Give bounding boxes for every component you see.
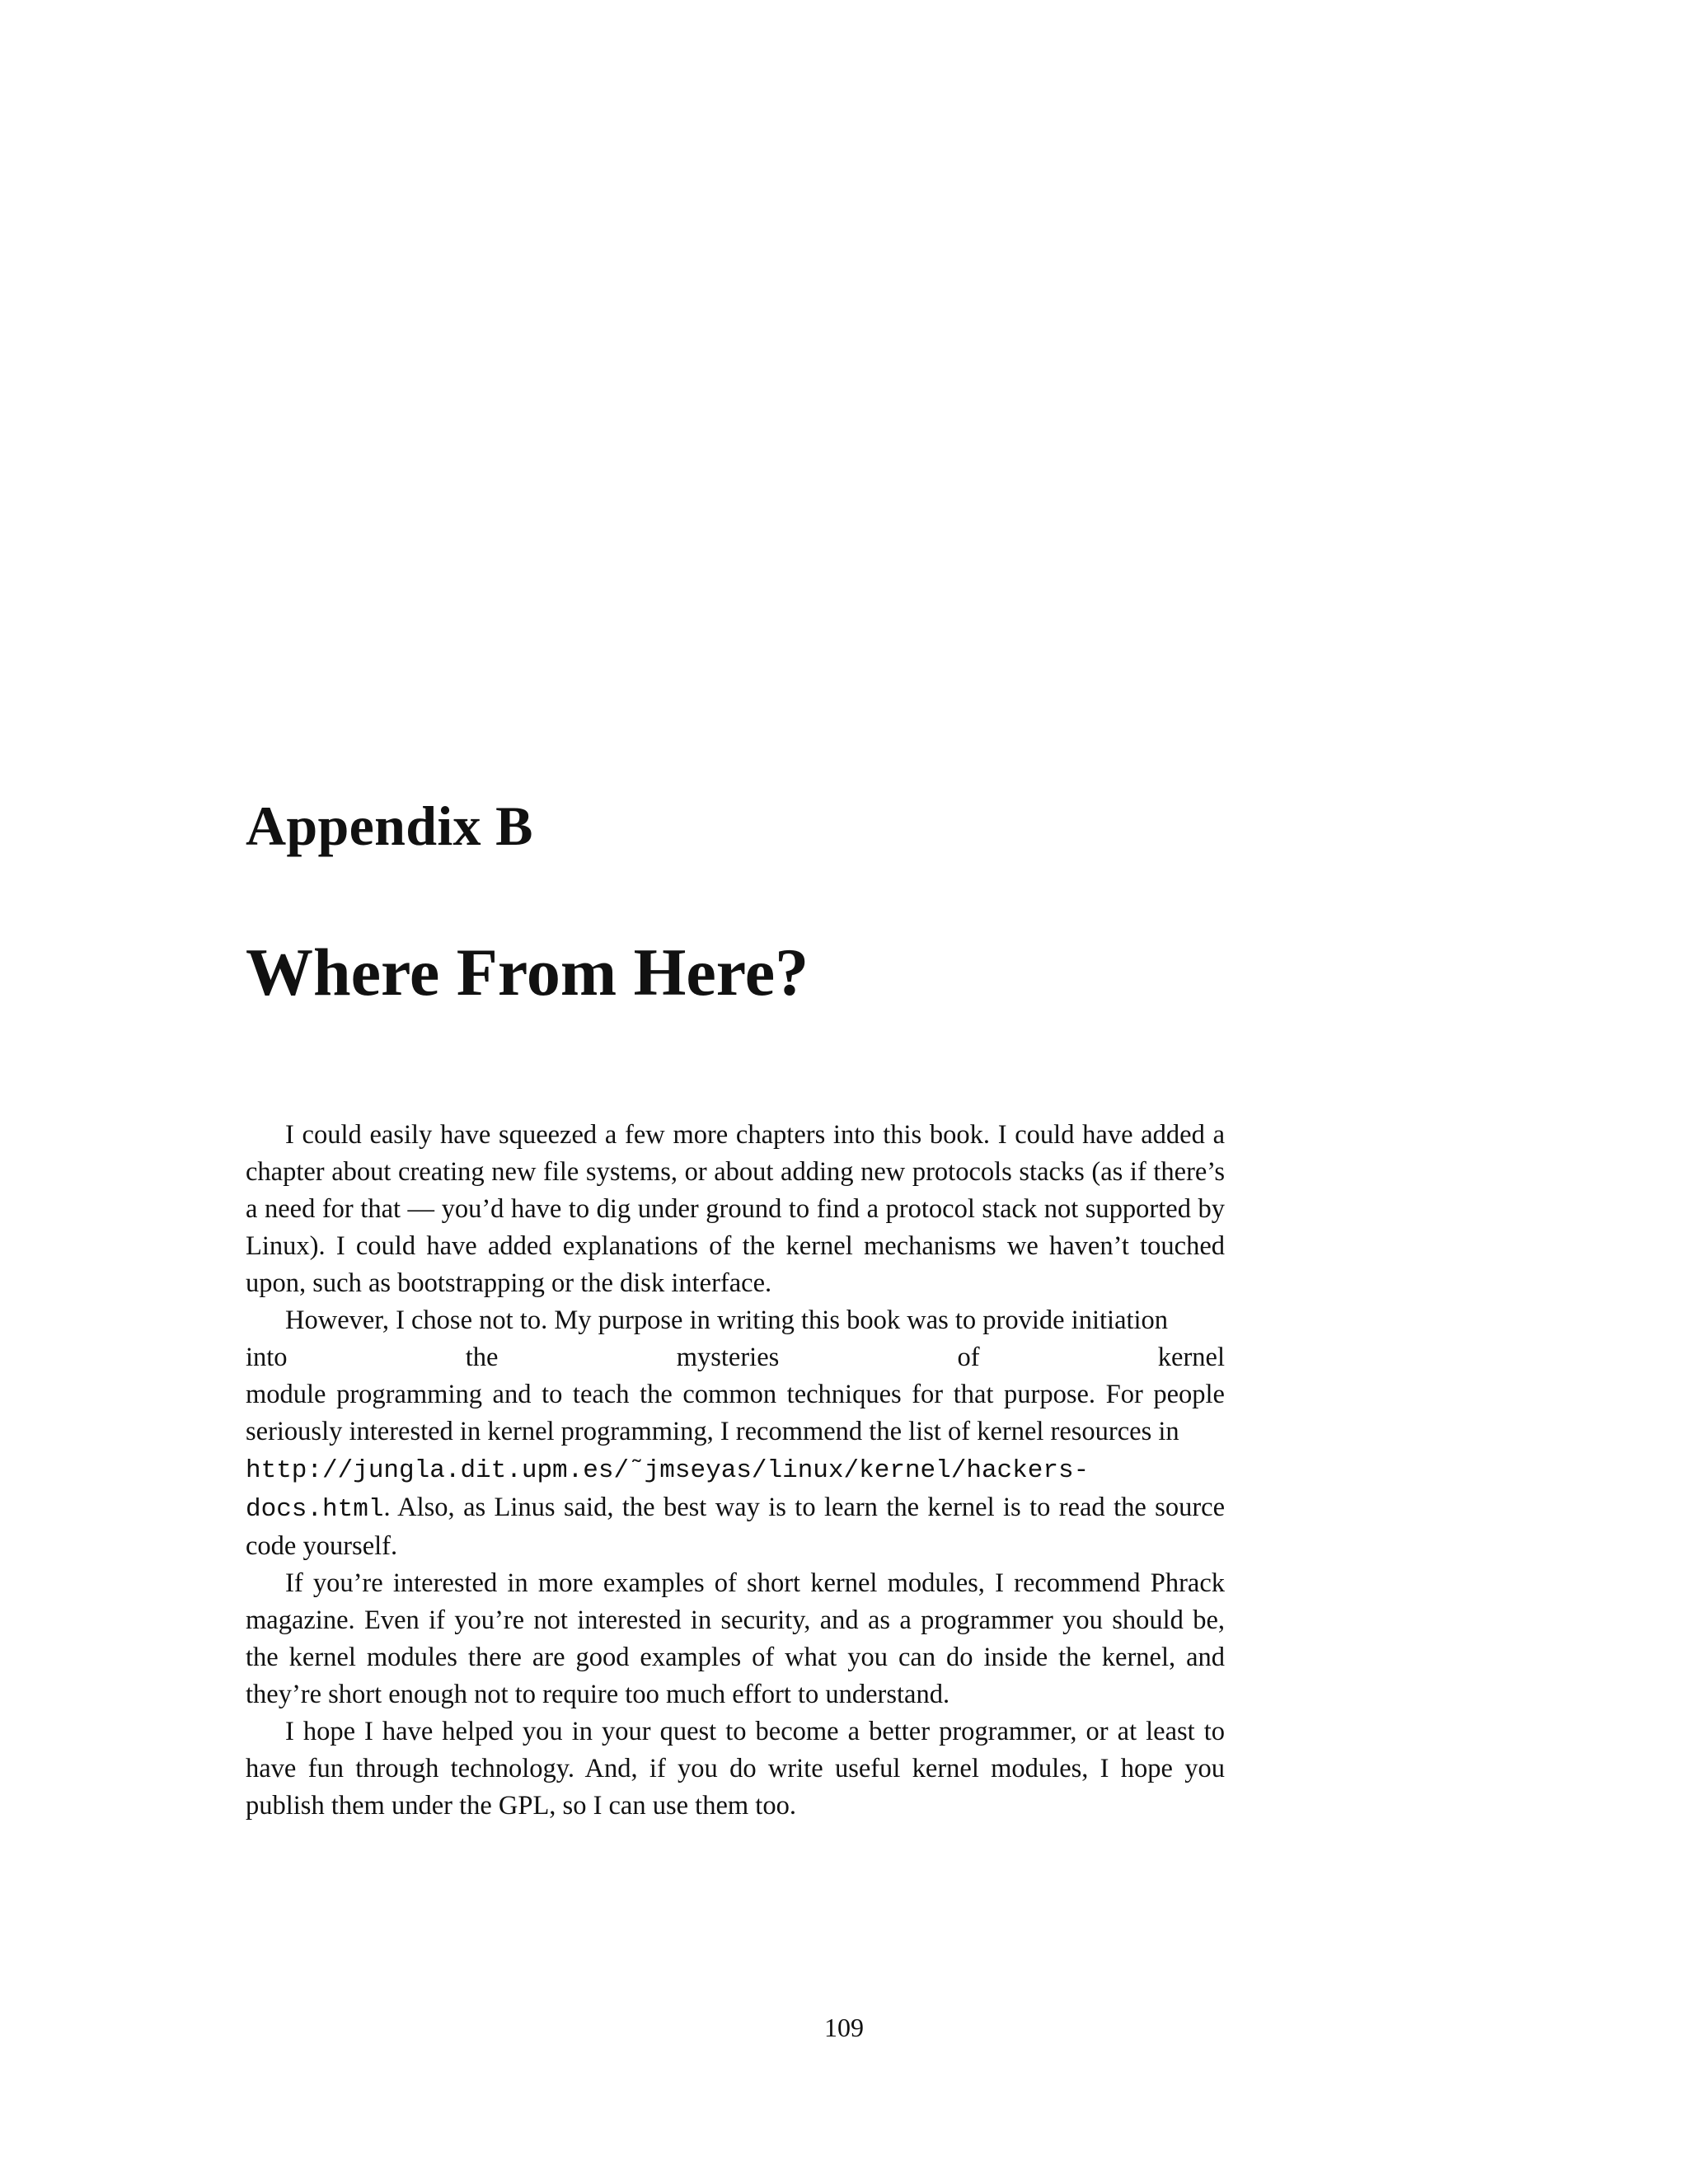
spread-word: mysteries (676, 1343, 780, 1372)
paragraph-2 (246, 1302, 1225, 1565)
paragraph-2-start: However, I chose not to. My purpose in writing this book was to provide initiation (285, 1305, 1169, 1335)
spread-word: of (957, 1343, 980, 1372)
spread-word: kernel (1157, 1343, 1225, 1372)
page-number: 109 (824, 2013, 864, 2042)
resource-url-line-1[interactable]: http://jungla.dit.upm.es/˜jmseyas/linux/kernel/hackers- (246, 1456, 1090, 1485)
paragraph-3: If you’re interested in more examples of short kernel modules, I recommend Phrack magazine. Even if you’re not interested in security, and as a programmer you should be, the kernel modules there are good examples of what you can do inside the kernel, and they’re short enough not to require too much effort to understand. (246, 1568, 1225, 1709)
appendix-label: Appendix B (246, 794, 533, 857)
spread-line (246, 1339, 1225, 1376)
spread-word: into (246, 1343, 288, 1372)
paragraph-1: I could easily have squeezed a few more chapters into this book. I could have added a chapter about creating new file systems, or about adding new protocols stacks (as if there’s a need for that — you’d have to dig under ground to find a protocol stack not supported by Linux). I could have added explanations of the kernel mechanisms we haven’t touched upon, such as bootstrapping or the disk interface. (246, 1120, 1225, 1298)
paragraph-2-end-text: . Also, as Linus said, the best way is to learn the kernel is to read the source code yourself. (246, 1493, 1225, 1561)
paragraph-4: I hope I have helped you in your quest to become a better programmer, or at least to have fun through technology. And, if you do write useful kernel modules, I hope you publish them under the GPL, so I can use them too. (246, 1717, 1225, 1821)
paragraph-2-middle (246, 1376, 1225, 1565)
paragraph-2-mid-text: module programming and to teach the common techniques for that purpose. For people seriously interested in kernel programming, I recommend the list of kernel resources in (246, 1380, 1225, 1446)
resource-url-line-2[interactable]: docs.html (246, 1495, 384, 1524)
chapter-title: Where From Here? (246, 935, 809, 1010)
spread-word: the (465, 1343, 499, 1372)
body-text (246, 1117, 1225, 1825)
